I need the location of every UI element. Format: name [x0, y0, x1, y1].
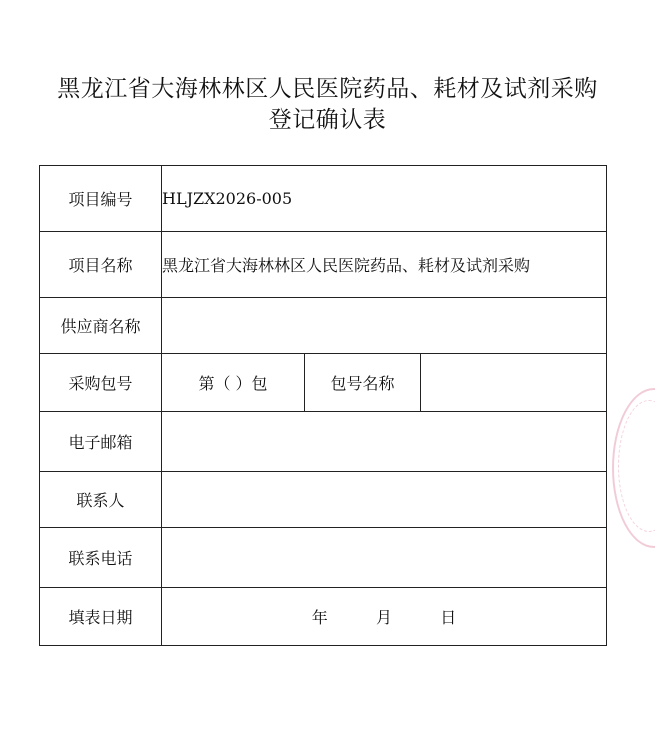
project-name-label: 项目名称	[40, 232, 162, 298]
row-email	[40, 412, 607, 472]
row-project-name	[40, 232, 607, 298]
date-month-label: 月	[376, 608, 393, 627]
document-title-line-2: 登记确认表	[268, 107, 387, 133]
row-contact	[40, 472, 607, 528]
package-name-label: 包号名称	[305, 354, 421, 412]
package-label: 采购包号	[40, 354, 162, 412]
phone-label: 联系电话	[40, 528, 162, 588]
phone-field[interactable]	[162, 528, 607, 588]
row-project-code	[40, 166, 607, 232]
date-day-label: 日	[440, 608, 457, 627]
email-label: 电子邮箱	[40, 412, 162, 472]
row-phone	[40, 528, 607, 588]
contact-label: 联系人	[40, 472, 162, 528]
supplier-field[interactable]	[162, 298, 607, 354]
email-field[interactable]	[162, 412, 607, 472]
registration-form-table	[39, 165, 607, 646]
document-title-line-1: 黑龙江省大海林林区人民医院药品、耗材及试剂采购	[57, 76, 598, 102]
project-code-label: 项目编号	[40, 166, 162, 232]
row-package	[40, 354, 607, 412]
row-date	[40, 588, 607, 646]
date-year-label: 年	[311, 608, 328, 627]
contact-field[interactable]	[162, 472, 607, 528]
package-number-field[interactable]: 第（ ）包	[162, 354, 305, 412]
row-supplier	[40, 298, 607, 354]
date-label: 填表日期	[40, 588, 162, 646]
supplier-label: 供应商名称	[40, 298, 162, 354]
package-name-field[interactable]	[421, 354, 607, 412]
project-code-value: HLJZX2026-005	[162, 166, 607, 232]
date-field[interactable]	[162, 588, 607, 646]
project-name-value: 黑龙江省大海林林区人民医院药品、耗材及试剂采购	[162, 232, 607, 298]
